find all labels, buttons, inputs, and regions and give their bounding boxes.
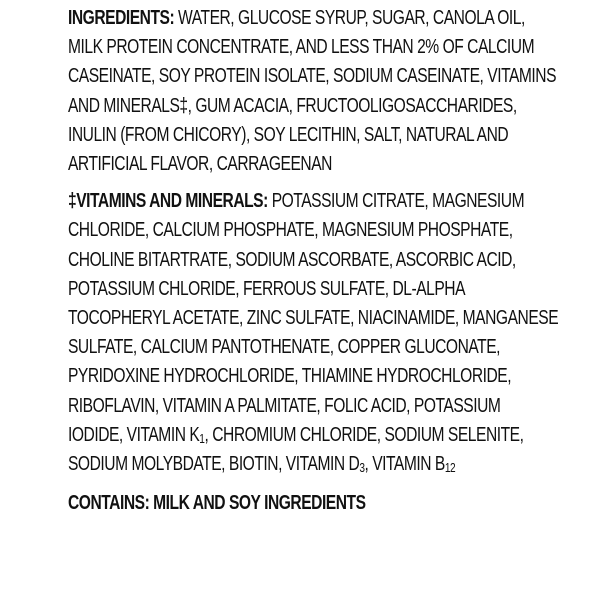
- allergen-statement: CONTAINS: MILK AND SOY INGREDIENTS: [68, 492, 366, 515]
- vitamins-line-1: [68, 187, 525, 216]
- vitamins-line-10: [68, 450, 456, 479]
- vitamins-line-2: CHLORIDE, CALCIUM PHOSPHATE, MAGNESIUM PHOSPHATE,: [68, 219, 513, 242]
- vitamins-line-7: PYRIDOXINE HYDROCHLORIDE, THIAMINE HYDROCHLORIDE,: [68, 365, 512, 388]
- ingredients-line-2: MILK PROTEIN CONCENTRATE, AND LESS THAN 2% OF CALCIUM: [68, 36, 535, 59]
- ingredients-line-4: AND MINERALS‡, GUM ACACIA, FRUCTOOLIGOSACCHARIDES,: [68, 94, 517, 117]
- vitamin-k-subscript: 1: [199, 430, 205, 446]
- ingredient-label: [68, 4, 559, 518]
- vitamins-line-3: CHOLINE BITARTRATE, SODIUM ASCORBATE, ASCORBIC ACID,: [68, 248, 516, 271]
- vitamins-line-5: TOCOPHERYL ACETATE, ZINC SULFATE, NIACINAMIDE, MANGANESE: [68, 307, 559, 330]
- vitamin-b-text: , VITAMIN B: [364, 453, 445, 476]
- vitamin-b-subscript: 12: [444, 460, 456, 476]
- vitamin-d-text: SODIUM MOLYBDATE, BIOTIN, VITAMIN D: [68, 453, 360, 476]
- vitamins-heading: ‡VITAMINS AND MINERALS:: [68, 190, 268, 213]
- vitamins-line-9: [68, 421, 524, 450]
- section-spacer: [68, 179, 546, 187]
- vitamin-d-subscript: 3: [359, 460, 365, 476]
- ingredients-heading: INGREDIENTS:: [68, 7, 175, 29]
- vitamins-line-8: RIBOFLAVIN, VITAMIN A PALMITATE, FOLIC ACID, POTASSIUM: [68, 394, 501, 417]
- ingredients-line-5: INULIN (FROM CHICORY), SOY LECITHIN, SALT, NATURAL AND: [68, 123, 509, 146]
- vitamin-k-text: IODIDE, VITAMIN K: [68, 423, 200, 446]
- vitamins-line-4: POTASSIUM CHLORIDE, FERROUS SULFATE, DL-ALPHA: [68, 277, 466, 300]
- ingredients-line-6: ARTIFICIAL FLAVOR, CARRAGEENAN: [68, 153, 332, 176]
- vitamins-text: POTASSIUM CITRATE, MAGNESIUM: [267, 190, 525, 213]
- ingredients-line-1: [68, 4, 525, 33]
- vitamins-line-6: SULFATE, CALCIUM PANTOTHENATE, COPPER GLUCONATE,: [68, 336, 501, 359]
- ingredients-text: WATER, GLUCOSE SYRUP, SUGAR, CANOLA OIL,: [174, 7, 525, 29]
- ingredients-line-3: CASEINATE, SOY PROTEIN ISOLATE, SODIUM CASEINATE, VITAMINS: [68, 65, 557, 88]
- vitamin-k-rest: , CHROMIUM CHLORIDE, SODIUM SELENITE,: [204, 423, 524, 446]
